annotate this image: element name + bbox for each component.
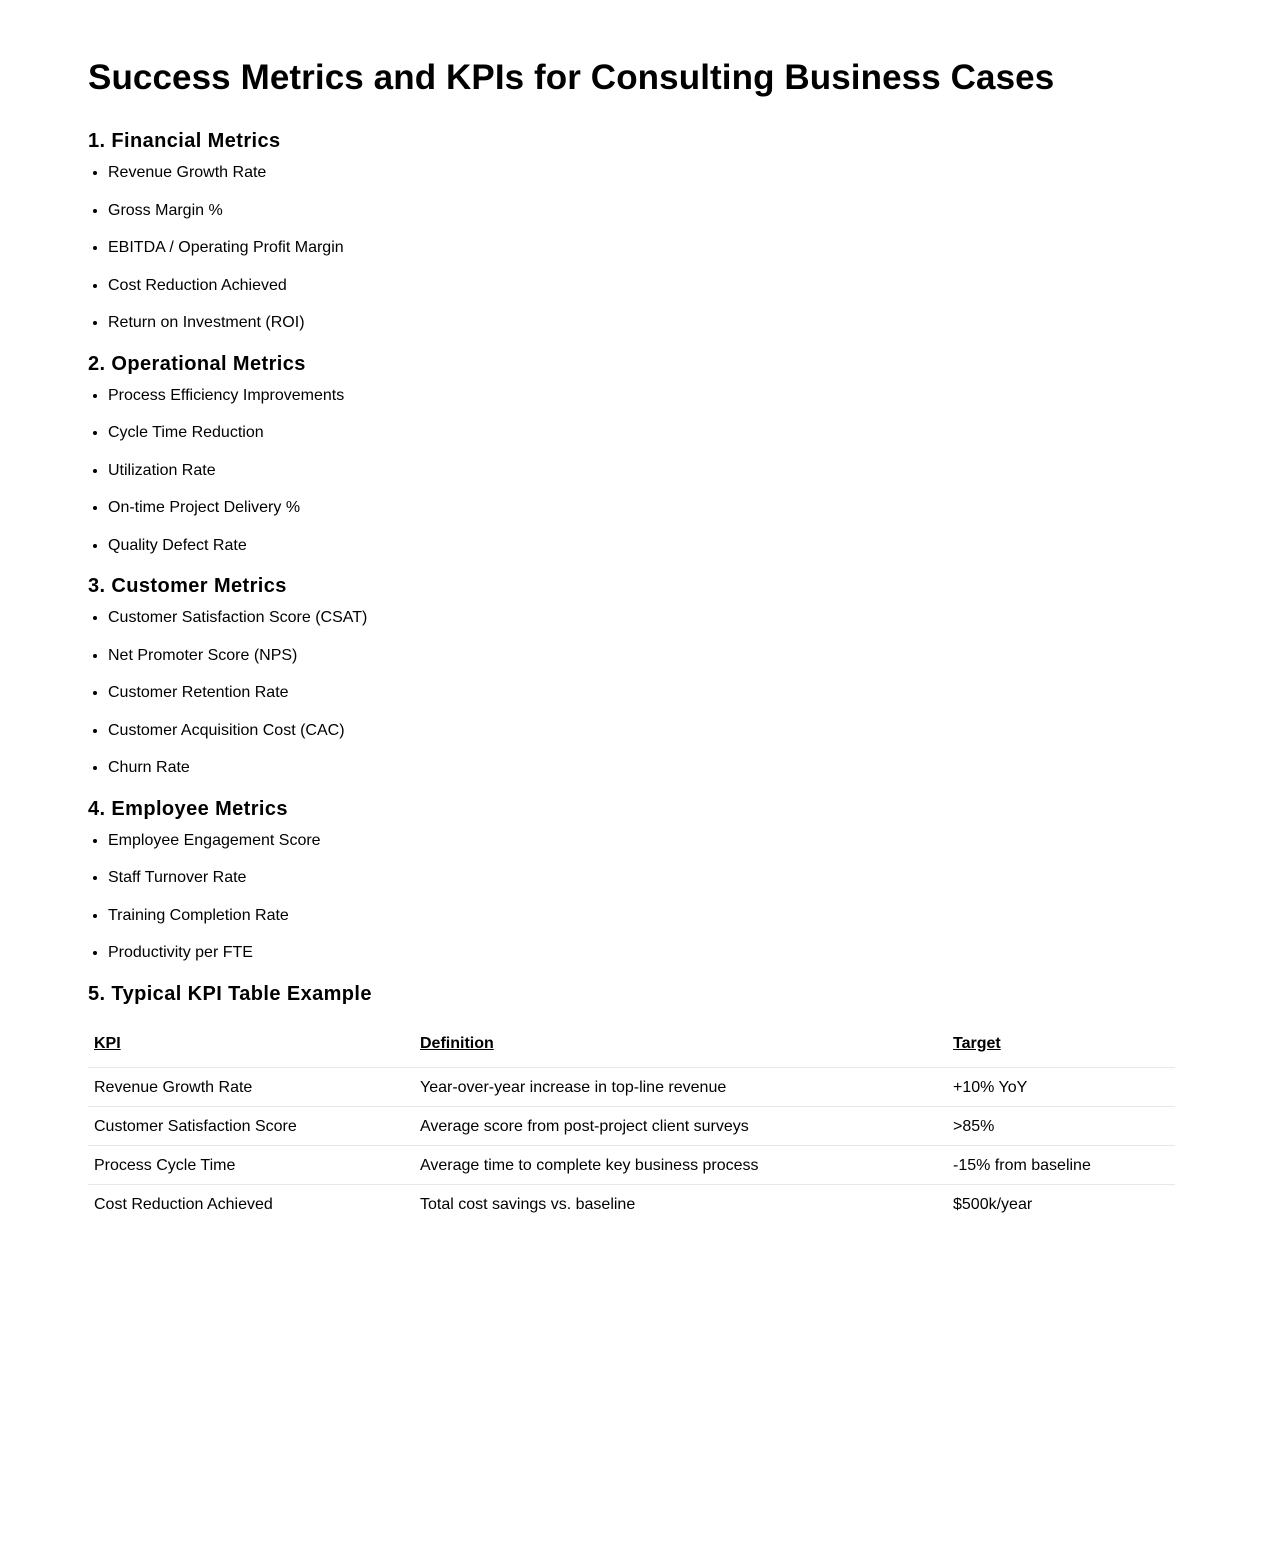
list-item: • Cycle Time Reduction <box>108 423 1175 442</box>
column-header-definition: Definition <box>420 1034 494 1052</box>
list-item: • Cost Reduction Achieved <box>108 276 1175 295</box>
section-customer-metrics <box>88 573 1175 777</box>
cell-target: >85% <box>947 1106 1175 1145</box>
list-item: • Return on Investment (ROI) <box>108 313 1175 332</box>
list-item: • Gross Margin % <box>108 201 1175 220</box>
list-item: • Revenue Growth Rate <box>108 163 1175 182</box>
list-item: • Employee Engagement Score <box>108 831 1175 850</box>
list-item: • Customer Retention Rate <box>108 683 1175 702</box>
list-item: • On-time Project Delivery % <box>108 498 1175 517</box>
section-heading: 1. Financial Metrics <box>88 130 281 152</box>
list-item: • Customer Acquisition Cost (CAC) <box>108 721 1175 740</box>
list-item: • Productivity per FTE <box>108 943 1175 962</box>
metric-list <box>88 386 1175 555</box>
table-row <box>88 1067 1175 1106</box>
metric-list <box>88 831 1175 963</box>
cell-definition: Average time to complete key business process <box>414 1145 947 1184</box>
list-item: • EBITDA / Operating Profit Margin <box>108 238 1175 257</box>
table-header-row <box>88 1024 1175 1068</box>
section-operational-metrics <box>88 351 1175 555</box>
column-header-target: Target <box>953 1034 1001 1052</box>
list-item: • Customer Satisfaction Score (CSAT) <box>108 608 1175 627</box>
cell-definition: Average score from post-project client surveys <box>414 1106 947 1145</box>
cell-kpi: Revenue Growth Rate <box>88 1067 414 1106</box>
cell-kpi: Process Cycle Time <box>88 1145 414 1184</box>
section-heading: 2. Operational Metrics <box>88 352 306 375</box>
section-employee-metrics <box>88 796 1175 963</box>
metric-list <box>88 608 1175 777</box>
cell-kpi: Cost Reduction Achieved <box>88 1184 414 1223</box>
list-item: • Net Promoter Score (NPS) <box>108 646 1175 665</box>
list-item: • Churn Rate <box>108 758 1175 777</box>
kpi-table <box>88 1024 1175 1223</box>
section-heading: 3. Customer Metrics <box>88 575 287 597</box>
cell-kpi: Customer Satisfaction Score <box>88 1106 414 1145</box>
table-row <box>88 1145 1175 1184</box>
list-item: • Training Completion Rate <box>108 906 1175 925</box>
list-item: • Utilization Rate <box>108 461 1175 480</box>
list-item: • Process Efficiency Improvements <box>108 386 1175 405</box>
cell-definition: Year-over-year increase in top-line revenue <box>414 1067 947 1106</box>
list-item: • Staff Turnover Rate <box>108 868 1175 887</box>
cell-target: +10% YoY <box>947 1067 1175 1106</box>
list-item: • Quality Defect Rate <box>108 536 1175 555</box>
section-heading: 5. Typical KPI Table Example <box>88 982 372 1005</box>
page-title: Success Metrics and KPIs for Consulting Business Cases <box>88 58 1055 97</box>
table-row <box>88 1184 1175 1223</box>
section-heading: 4. Employee Metrics <box>88 797 288 820</box>
section-kpi-table <box>88 981 1175 1223</box>
metric-list <box>88 163 1175 332</box>
column-header-kpi: KPI <box>94 1034 121 1052</box>
cell-target: -15% from baseline <box>947 1145 1175 1184</box>
section-financial-metrics <box>88 128 1175 332</box>
table-row <box>88 1106 1175 1145</box>
cell-definition: Total cost savings vs. baseline <box>414 1184 947 1223</box>
cell-target: $500k/year <box>947 1184 1175 1223</box>
